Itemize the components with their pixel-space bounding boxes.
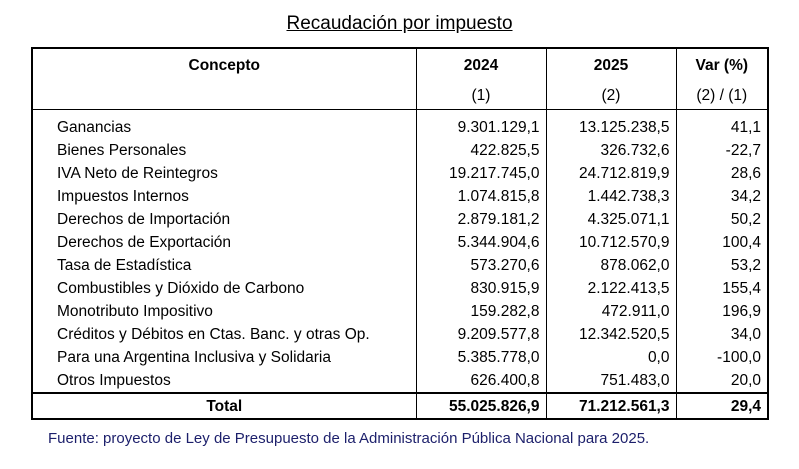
header-2025: 2025: [546, 48, 676, 81]
row-concept: Derechos de Exportación: [32, 231, 416, 254]
table-row: [32, 323, 768, 346]
row-2024: 5.344.904,6: [416, 231, 546, 254]
row-2025: 12.342.520,5: [546, 323, 676, 346]
page-title: Recaudación por impuesto: [286, 13, 513, 34]
table-row: [32, 231, 768, 254]
row-var: 20,0: [676, 369, 768, 393]
row-var: 34,2: [676, 185, 768, 208]
header-2024: 2024: [416, 48, 546, 81]
row-2025: 878.062,0: [546, 254, 676, 277]
row-concept: Monotributo Impositivo: [32, 300, 416, 323]
row-concept: Derechos de Importación: [32, 208, 416, 231]
row-2025: 13.125.238,5: [546, 116, 676, 139]
row-2025: 0,0: [546, 346, 676, 369]
row-2024: 159.282,8: [416, 300, 546, 323]
row-concept: IVA Neto de Reintegros: [32, 162, 416, 185]
table-row: [32, 208, 768, 231]
row-2024: 422.825,5: [416, 139, 546, 162]
subheader-2024: (1): [416, 81, 546, 110]
row-2025: 1.442.738,3: [546, 185, 676, 208]
row-2024: 9.301.129,1: [416, 116, 546, 139]
source-note: Fuente: proyecto de Ley de Presupuesto de la Administración Pública Nacional para 2025.: [48, 430, 650, 447]
row-concept: Ganancias: [32, 116, 416, 139]
row-var: 34,0: [676, 323, 768, 346]
row-2025: 751.483,0: [546, 369, 676, 393]
subheader-concept: [32, 81, 416, 110]
subheader-row: [32, 81, 768, 110]
table-row: [32, 254, 768, 277]
row-2025: 4.325.071,1: [546, 208, 676, 231]
row-2025: 472.911,0: [546, 300, 676, 323]
table-row: [32, 277, 768, 300]
row-2024: 573.270,6: [416, 254, 546, 277]
row-var: 28,6: [676, 162, 768, 185]
table-row: [32, 346, 768, 369]
table-row: [32, 162, 768, 185]
row-var: 50,2: [676, 208, 768, 231]
row-2024: 9.209.577,8: [416, 323, 546, 346]
row-concept: Impuestos Internos: [32, 185, 416, 208]
row-2024: 19.217.745,0: [416, 162, 546, 185]
header-var: Var (%): [676, 48, 768, 81]
row-2024: 5.385.778,0: [416, 346, 546, 369]
row-2024: 2.879.181,2: [416, 208, 546, 231]
table-row: [32, 185, 768, 208]
subheader-2025: (2): [546, 81, 676, 110]
row-2025: 10.712.570,9: [546, 231, 676, 254]
tax-revenue-table: [31, 47, 769, 420]
row-2024: 626.400,8: [416, 369, 546, 393]
total-2024: 55.025.826,9: [416, 393, 546, 419]
row-var: 196,9: [676, 300, 768, 323]
row-var: 100,4: [676, 231, 768, 254]
row-2024: 1.074.815,8: [416, 185, 546, 208]
table-row: [32, 139, 768, 162]
header-concept: Concepto: [32, 48, 416, 81]
row-var: 53,2: [676, 254, 768, 277]
total-label: Total: [32, 393, 416, 419]
row-concept: Combustibles y Dióxido de Carbono: [32, 277, 416, 300]
row-var: -22,7: [676, 139, 768, 162]
row-concept: Para una Argentina Inclusiva y Solidaria: [32, 346, 416, 369]
row-var: 41,1: [676, 116, 768, 139]
header-row: [32, 48, 768, 81]
row-2025: 24.712.819,9: [546, 162, 676, 185]
row-concept: Créditos y Débitos en Ctas. Banc. y otras Op.: [32, 323, 416, 346]
row-concept: Otros Impuestos: [32, 369, 416, 393]
table-row: [32, 369, 768, 393]
table-row: [32, 116, 768, 139]
total-row: [32, 393, 768, 419]
total-2025: 71.212.561,3: [546, 393, 676, 419]
row-2024: 830.915,9: [416, 277, 546, 300]
row-var: -100,0: [676, 346, 768, 369]
row-var: 155,4: [676, 277, 768, 300]
total-var: 29,4: [676, 393, 768, 419]
table-row: [32, 300, 768, 323]
subheader-var: (2) / (1): [676, 81, 768, 110]
row-concept: Tasa de Estadística: [32, 254, 416, 277]
row-2025: 326.732,6: [546, 139, 676, 162]
row-concept: Bienes Personales: [32, 139, 416, 162]
row-2025: 2.122.413,5: [546, 277, 676, 300]
